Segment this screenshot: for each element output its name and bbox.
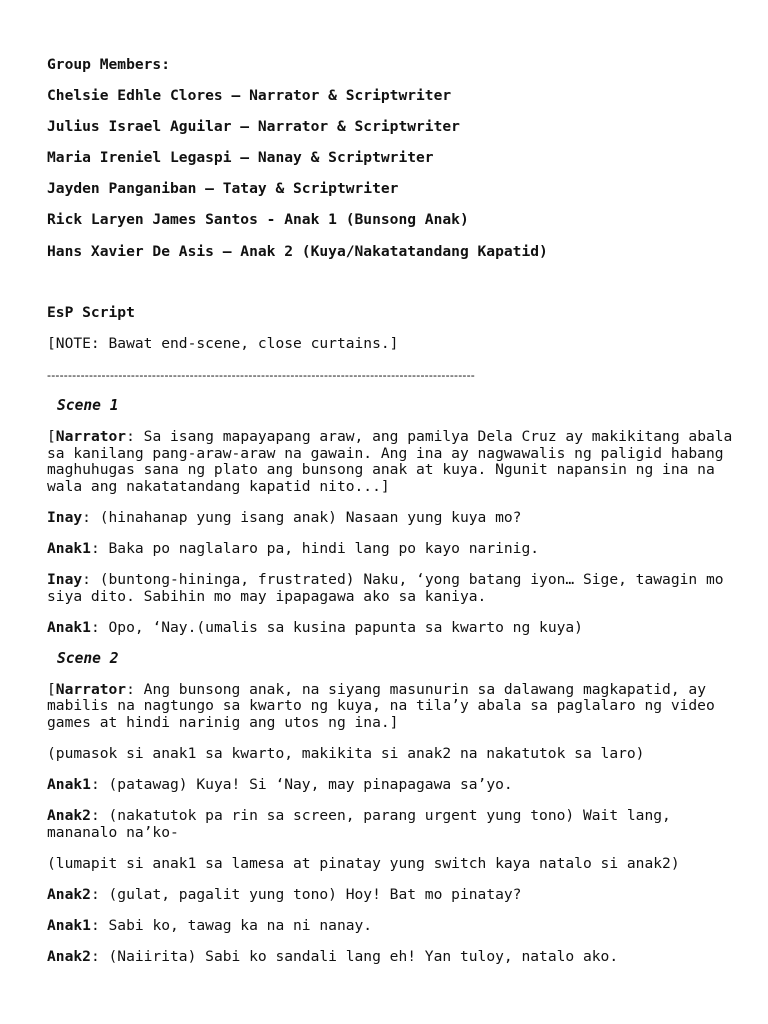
dialogue-line: [47, 541, 737, 558]
dialogue-line: [47, 887, 737, 904]
dialogue-text: : Baka po naglalaro pa, hindi lang po kayo narinig.: [90, 539, 540, 557]
dialogue-text: : (hinahanap yung isang anak) Nasaan yung kuya mo?: [82, 508, 522, 526]
member-line: Jayden Panganiban – Tatay & Scriptwriter: [47, 180, 399, 198]
speaker-name: Inay: [47, 571, 83, 588]
dialogue-text: : (nakatutok pa rin sa screen, parang urgent yung tono) Wait lang, mananalo na’ko-: [47, 807, 680, 841]
speaker-name: Anak2: [47, 886, 91, 904]
script-title: EsP Script: [47, 304, 135, 322]
stage-note: [NOTE: Bawat end-scene, close curtains.]: [47, 335, 399, 353]
dialogue-text: : Sabi ko, tawag ka na ni nanay.: [90, 917, 373, 935]
dialogue-line: [47, 572, 737, 605]
speaker-name: Narrator: [55, 427, 127, 445]
scene-1-title: Scene 1: [57, 396, 119, 414]
stage-direction: (lumapit si anak1 sa lamesa at pinatay yung switch kaya natalo si anak2): [47, 855, 680, 873]
scene-2-narration: [47, 682, 737, 732]
document-page: [47, 56, 742, 966]
dialogue-line: [47, 510, 737, 527]
dialogue-text: : (gulat, pagalit yung tono) Hoy! Bat mo pinatay?: [90, 886, 522, 904]
member-line: Maria Ireniel Legaspi – Nanay & Scriptwriter: [47, 149, 434, 167]
dialogue-text: : Opo, ‘Nay.(umalis sa kusina papunta sa kwarto ng kuya): [90, 618, 583, 636]
divider-line: ------------------------------------------------------------------------------------------------------: [47, 368, 476, 383]
member-line: Julius Israel Aguilar – Narrator & Scriptwriter: [47, 118, 460, 136]
dialogue-line: [47, 918, 737, 935]
dialogue-text: : (buntong-hininga, frustrated) Naku, ‘yong batang iyon… Sige, tawagin mo siya dito. Sabihin mo may ipapagawa ako sa kaniya.: [47, 571, 733, 605]
bracket-open: [: [47, 427, 56, 445]
speaker-name: Anak1: [47, 618, 91, 636]
dialogue-text: : (patawag) Kuya! Si ‘Nay, may pinapagawa sa’yo.: [90, 776, 513, 794]
member-line: Chelsie Edhle Clores – Narrator & Scriptwriter: [47, 87, 452, 105]
dialogue-line: [47, 620, 737, 637]
scene-1-narration: [47, 427, 742, 495]
speaker-name: Anak1: [47, 917, 91, 935]
dialogue-line: [47, 777, 737, 794]
speaker-name: Anak2: [47, 807, 91, 825]
dialogue-line: [47, 808, 737, 841]
speaker-name: Anak1: [47, 776, 91, 794]
speaker-name: Anak2: [47, 948, 91, 966]
member-line: Hans Xavier De Asis – Anak 2 (Kuya/Nakatatandang Kapatid): [47, 242, 548, 260]
speaker-name: Anak1: [47, 539, 91, 557]
speaker-name: Narrator: [55, 680, 127, 698]
narration-text: : Sa isang mapayapang araw, ang pamilya Dela Cruz ay makikitang abala sa kanilang pang-araw-araw na gawain. Ang ina ay nagwawalis ng paligid habang maghuhugas sana ng plato ang bunsong anak at kuya. Ngunit napansin ng ina na wala ang nakatatandang kapatid nito...]: [47, 427, 742, 495]
scene-2-title: Scene 2: [57, 649, 119, 667]
speaker-name: Inay: [47, 508, 83, 526]
narration-text: : Ang bunsong anak, na siyang masunurin sa dalawang magkapatid, ay mabilis na nagtungo sa kwarto ng kuya, na tila’y abala sa paglalaro ng video games at hindi narinig ang utos ng ina.]: [47, 680, 724, 732]
bracket-open: [: [47, 680, 56, 698]
member-line: Rick Laryen James Santos - Anak 1 (Bunsong Anak): [47, 211, 469, 229]
dialogue-line: [47, 949, 737, 966]
members-heading: Group Members:: [47, 56, 171, 73]
stage-direction: (pumasok si anak1 sa kwarto, makikita si anak2 na nakatutok sa laro): [47, 745, 645, 763]
dialogue-text: : (Naiirita) Sabi ko sandali lang eh! Yan tuloy, natalo ako.: [90, 948, 619, 966]
